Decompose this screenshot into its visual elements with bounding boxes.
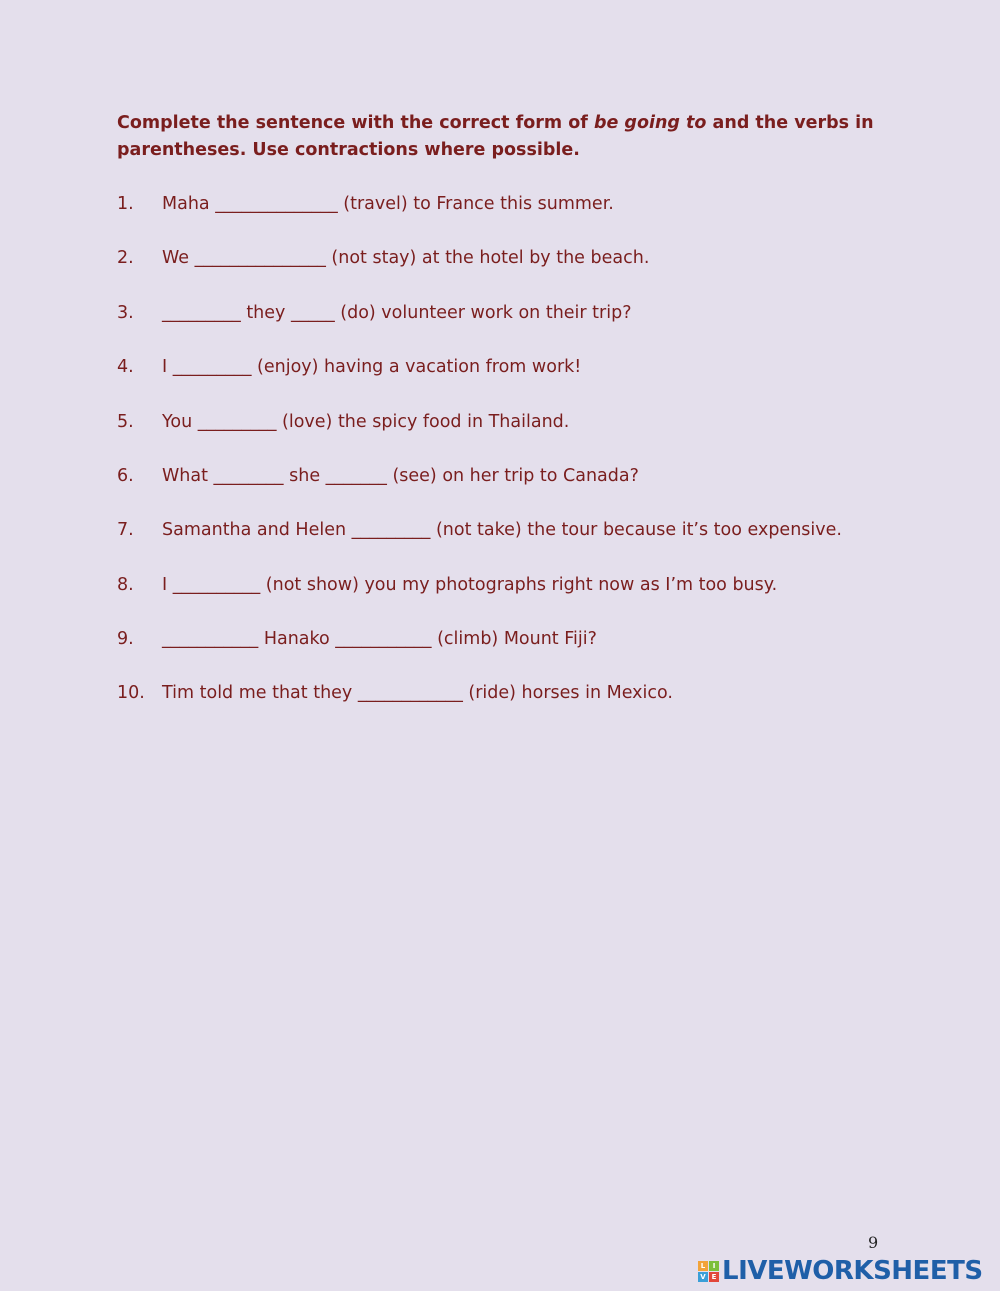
liveworksheets-logo[interactable] (698, 1256, 983, 1286)
item-number: 8. (117, 575, 134, 595)
item-number: 9. (117, 629, 134, 649)
instructions-emphasis: be going to (593, 113, 707, 133)
item-number: 10. (117, 683, 145, 703)
logo-tile-e: E (709, 1272, 719, 1282)
exercise-item-8 (117, 573, 777, 597)
item-text: We _______________ (not stay) at the hotel by the beach. (162, 248, 650, 268)
exercise-item-5 (117, 410, 569, 434)
item-text: I _________ (enjoy) having a vacation from work! (162, 357, 582, 377)
exercise-item-10 (117, 681, 673, 705)
item-text: Tim told me that they ____________ (ride) horses in Mexico. (162, 683, 673, 703)
exercise-item-6 (117, 464, 639, 488)
exercise-item-3 (117, 301, 631, 325)
exercise-item-4 (117, 355, 581, 379)
item-text: You _________ (love) the spicy food in Thailand. (162, 412, 570, 432)
instructions-part2: and the verbs in parentheses. Use contractions where possible. (117, 113, 874, 160)
exercise-item-9 (117, 627, 597, 651)
item-number: 3. (117, 303, 134, 323)
item-number: 5. (117, 412, 134, 432)
item-text: ___________ Hanako ___________ (climb) Mount Fiji? (162, 629, 597, 649)
item-text: What ________ she _______ (see) on her trip to Canada? (162, 466, 639, 486)
logo-tile-v: V (698, 1272, 708, 1282)
item-text: _________ they _____ (do) volunteer work on their trip? (162, 303, 632, 323)
item-text: Maha ______________ (travel) to France this summer. (162, 194, 614, 214)
item-text: Samantha and Helen _________ (not take) the tour because it’s too expensive. (162, 520, 842, 540)
item-text: I __________ (not show) you my photographs right now as I’m too busy. (162, 575, 778, 595)
page-number: 9 (868, 1233, 879, 1252)
liveworksheets-logo-text: LIVEWORKSHEETS (722, 1256, 983, 1286)
item-number: 6. (117, 466, 134, 486)
logo-tile-l: L (698, 1261, 708, 1271)
instructions (117, 110, 877, 164)
instructions-part1: Complete the sentence with the correct form of (117, 113, 594, 133)
item-number: 4. (117, 357, 134, 377)
logo-tile-i: I (709, 1261, 719, 1271)
liveworksheets-logo-icon (698, 1261, 719, 1282)
item-number: 2. (117, 248, 134, 268)
exercise-item-7 (117, 518, 842, 542)
exercise-item-1 (117, 192, 614, 216)
item-number: 7. (117, 520, 134, 540)
exercise-item-2 (117, 246, 649, 270)
item-number: 1. (117, 194, 134, 214)
